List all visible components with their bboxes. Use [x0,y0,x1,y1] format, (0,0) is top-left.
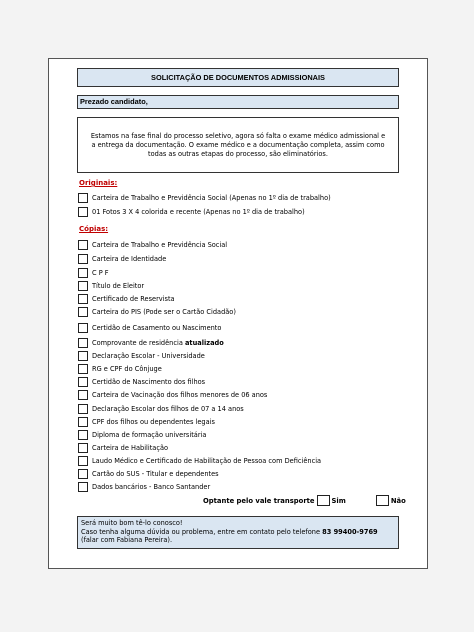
item-label: Certificado de Reservista [92,295,175,303]
contact-phone: 83 99400-9769 [322,527,378,536]
list-item[interactable] [78,481,210,493]
checkbox[interactable] [78,193,88,203]
document-page [48,58,428,569]
checkbox[interactable] [78,390,88,400]
list-item[interactable] [78,306,236,318]
list-item[interactable] [78,192,331,204]
checkbox[interactable] [78,294,88,304]
list-item[interactable] [78,389,267,401]
originais-label: Originais: [79,179,118,187]
footer-line1: Será muito bom tê-lo conosco! [81,519,183,527]
item-label: Carteira de Identidade [92,255,167,263]
list-item[interactable] [78,442,168,454]
item-label: CPF dos filhos ou dependentes legais [92,418,215,426]
item-label: Certidão de Nascimento dos filhos [92,378,206,386]
transport-yes-label: Sim [331,496,346,505]
item-label: C P F [92,269,109,277]
item-label: Certidão de Casamento ou Nascimento [92,324,222,332]
list-item[interactable] [78,455,321,467]
list-item[interactable] [78,403,244,415]
list-item[interactable] [78,239,227,251]
transport-option [203,494,406,507]
item-label: Carteira de Trabalho e Previdência Social (Apenas no 1º dia de trabalho) [92,194,331,202]
checkbox[interactable] [78,456,88,466]
item-label: Carteira de Vacinação dos filhos menores de 06 anos [92,391,268,399]
item-label: Carteira de Trabalho e Previdência Social [92,241,228,249]
item-label: Diploma de formação universitária [92,431,207,439]
intro-box [77,117,399,173]
checkbox[interactable] [78,338,88,348]
list-item[interactable] [78,322,221,334]
checkbox[interactable] [78,430,88,440]
list-item[interactable] [78,337,224,349]
checkbox[interactable] [78,281,88,291]
list-item[interactable] [78,293,175,305]
item-label: Declaração Escolar dos filhos de 07 a 14 anos [92,405,244,413]
list-item[interactable] [78,253,166,265]
checkbox[interactable] [78,404,88,414]
checkbox[interactable] [78,323,88,333]
footer-line2: Caso tenha alguma dúvida ou problema, entre em contato pelo telefone 83 99400-9769 (falar com Fabiana Pereira). [81,527,378,544]
item-label: Carteira do PIS (Pode ser o Cartão Cidadão) [92,308,236,316]
list-item[interactable] [78,350,205,362]
footer-note [77,516,399,549]
list-item[interactable] [78,363,162,375]
item-label: Título de Eleitor [92,282,145,290]
item-label: Laudo Médico e Certificado de Habilitação de Pessoa com Deficiência [92,457,322,465]
checkbox[interactable] [78,351,88,361]
checkbox[interactable] [78,207,88,217]
item-label: Comprovante de residência atualizado [92,339,224,347]
residencia-suffix: atualizado [184,339,224,347]
checkbox[interactable] [78,377,88,387]
list-item[interactable] [78,416,215,428]
checkbox[interactable] [78,482,88,492]
checkbox[interactable] [78,443,88,453]
item-label: Cartão do SUS - Titular e dependentes [92,470,219,478]
transport-yes-checkbox[interactable] [317,495,330,506]
checkbox[interactable] [78,307,88,317]
transport-no-label: Não [390,496,406,505]
list-item[interactable] [78,429,206,441]
item-label: Carteira de Habilitação [92,444,169,452]
list-item[interactable] [78,280,144,292]
item-label: Dados bancários - Banco Santander [92,483,211,491]
list-item[interactable] [78,468,219,480]
checkbox[interactable] [78,254,88,264]
list-item[interactable] [78,376,205,388]
checkbox[interactable] [78,240,88,250]
transport-label: Optante pelo vale transporte [203,496,315,505]
copias-label: Cópias: [79,225,109,233]
checkbox[interactable] [78,364,88,374]
item-label: Declaração Escolar - Universidade [92,352,205,360]
checkbox[interactable] [78,417,88,427]
document-title: SOLICITAÇÃO DE DOCUMENTOS ADMISSIONAIS [77,68,399,87]
checkbox[interactable] [78,469,88,479]
item-label: 01 Fotos 3 X 4 colorida e recente (Apenas no 1º dia de trabalho) [92,208,305,216]
list-item[interactable] [78,267,109,279]
transport-no-checkbox[interactable] [376,495,389,506]
checkbox[interactable] [78,268,88,278]
list-item[interactable] [78,206,305,218]
intro-text: Estamos na fase final do processo seletivo, agora só falta o exame médico admissional e a entrega da documentação. O exame médico e a documentação completa, assim como todas as outras etapas do processo, são eliminatórios. [90,131,386,158]
item-label: RG e CPF do Cônjuge [92,365,162,373]
greeting: Prezado candidato, [77,95,399,109]
